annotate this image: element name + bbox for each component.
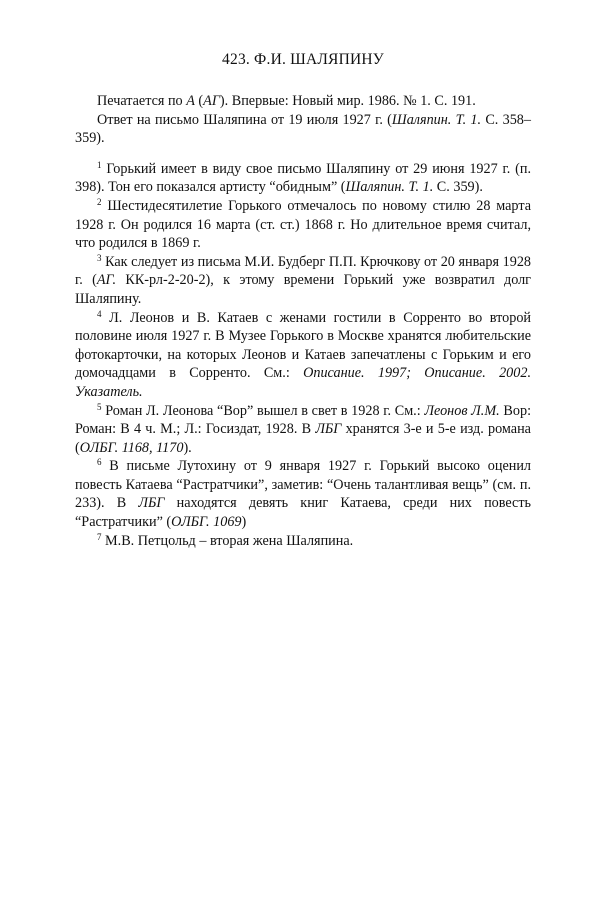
text-run: находятся девять книг Катаева, среди них повесть “Растратчики” ( [75, 495, 531, 531]
italic-citation: ОЛБГ. 1168, 1170 [79, 439, 184, 456]
text-run: Как следует из письма М.И. Будберг П.П. Крючкову от 20 января 1928 г. ( [75, 253, 532, 289]
footnote [75, 309, 531, 402]
footnote [75, 532, 531, 551]
text-run: Ответ на письмо Шаляпина от 19 июля 1927 г. ( [97, 111, 392, 128]
intro-paragraph [75, 92, 531, 111]
footnote [75, 402, 531, 458]
intro-paragraph [75, 111, 531, 148]
italic-citation: ОЛБГ. 1069 [171, 514, 242, 531]
text-run: КК-рл-2-20-2), к этому времени Горький уже возвратил долг Шаляпину. [75, 272, 531, 307]
text-run: С. 358–359). [75, 111, 531, 147]
text-run: Шестидесятилетие Горького отмечалось по новому стилю 28 марта 1928 г. Он родился 16 марта (ст. ст.) 1868 г. Но длительное время считал, что родился в 1869 г. [75, 197, 531, 252]
footnote-number: 7 [97, 531, 102, 542]
footnote-number: 3 [97, 252, 102, 263]
italic-citation: ЛБГ [138, 495, 165, 512]
footnote-number: 6 [97, 457, 102, 468]
text-run: ). Впервые: Новый мир. 1986. № 1. С. 191. [219, 93, 476, 109]
text-run: Горький имеет в виду свое письмо Шаляпину от 29 июня 1927 г. (п. 398). Тон его показался артисту “обидным” ( [75, 160, 532, 196]
text-run: В письме Лутохину от 9 января 1927 г. Горький высоко оценил повесть Катаева “Растратчики”, заметив: “Очень талантливая вещь” (см. п. 233). В [75, 458, 532, 512]
italic-citation: Леонов Л.М. [424, 402, 500, 419]
italic-citation: А [186, 93, 195, 109]
footnote [75, 160, 531, 197]
notes-section [75, 160, 531, 550]
italic-citation: Описание. 1997; Описание. 2002. Указатель. [75, 365, 531, 400]
letter-title: 423. Ф.И. ШАЛЯПИНУ [222, 51, 384, 68]
italic-citation: АГ. [96, 272, 117, 289]
text-run: Печатается по [97, 93, 187, 109]
text-run: хранятся 3-е и 5-е изд. романа ( [75, 421, 531, 456]
italic-citation: АГ [203, 93, 220, 109]
text-run: ( [194, 93, 204, 109]
document-page [75, 50, 531, 550]
text-run: ) [241, 514, 247, 531]
italic-citation: Шаляпин. Т. 1. [391, 111, 482, 128]
text-run: М.В. Петцольд – вторая жена Шаляпина. [105, 532, 354, 549]
footnote [75, 197, 531, 253]
text-run: Вор: Роман: В 4 ч. М.; Л.: Госиздат, 1928. В [75, 402, 532, 438]
text-run: ). [183, 439, 192, 456]
text-run: Л. Леонов и В. Катаев с женами гостили в Сорренто во второй половине июля 1927 г. В Музее Горького в Москве хранятся любительские фотокарточки, на которых Леонов и Катаев запечатлены с Горьким и его домочадцами в Сорренто. См.: [75, 309, 532, 382]
footnote-number: 2 [97, 196, 102, 207]
footnote-number: 5 [97, 401, 102, 412]
footnote-number: 4 [97, 308, 102, 319]
footnote [75, 253, 531, 309]
footnote [75, 457, 531, 531]
intro-section [75, 92, 531, 148]
italic-citation: ЛБГ [315, 421, 342, 438]
italic-citation: Шаляпин. Т. 1. [345, 179, 434, 196]
text-run: С. 359). [433, 179, 483, 196]
footnote-number: 1 [97, 159, 102, 170]
text-run: Роман Л. Леонова “Вор” вышел в свет в 1928 г. См.: [105, 402, 425, 419]
